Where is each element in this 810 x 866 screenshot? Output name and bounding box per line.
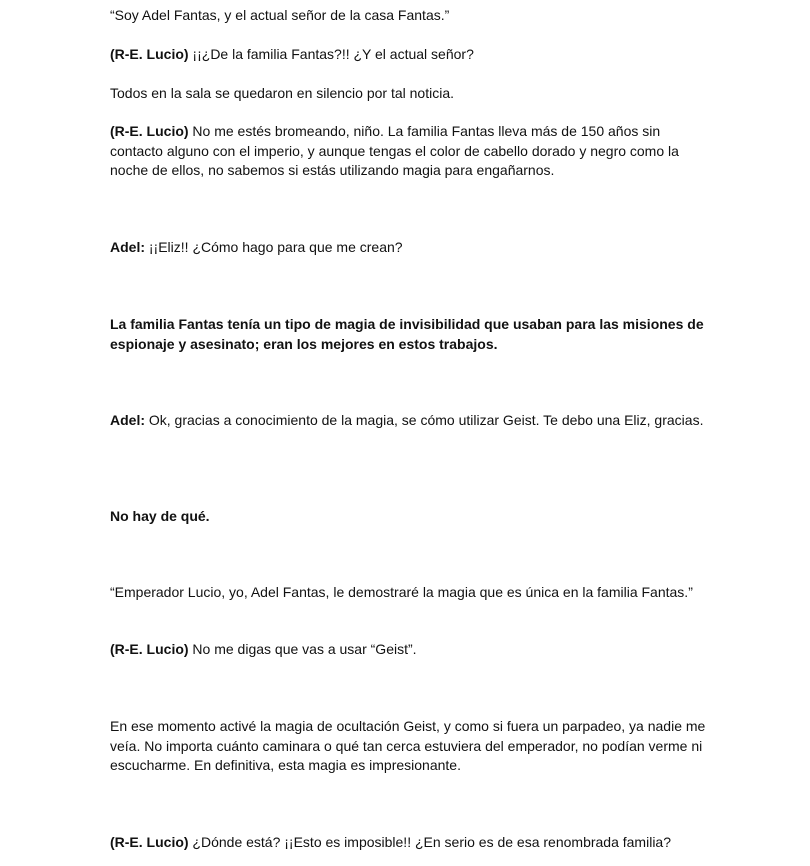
paragraph-dialogue bbox=[110, 833, 710, 853]
paragraph-text: En ese momento activé la magia de ocultación Geist, y como si fuera un parpadeo, ya nadie me veía. No importa cuánto caminara o qué tan cerca estuviera del emperador, no podían verme ni escucharme. En definitiva, esta magia es impresionante. bbox=[110, 718, 706, 773]
paragraph-text: No hay de qué. bbox=[110, 508, 210, 524]
paragraph-quote-intro bbox=[110, 6, 710, 26]
paragraph-bold-reply bbox=[110, 507, 710, 527]
paragraph-narration bbox=[110, 84, 710, 104]
speaker-label: (R-E. Lucio) bbox=[110, 641, 189, 657]
paragraph-quote bbox=[110, 583, 710, 603]
paragraph-text: Todos en la sala se quedaron en silencio por tal noticia. bbox=[110, 85, 454, 101]
paragraph-dialogue bbox=[110, 122, 710, 181]
dialogue-text: Ok, gracias a conocimiento de la magia, se cómo utilizar Geist. Te debo una Eliz, gracias. bbox=[145, 412, 704, 428]
speaker-label: Adel: bbox=[110, 412, 145, 428]
speaker-label: (R-E. Lucio) bbox=[110, 123, 189, 139]
speaker-label: (R-E. Lucio) bbox=[110, 834, 189, 850]
speaker-label: Adel: bbox=[110, 239, 145, 255]
paragraph-dialogue bbox=[110, 238, 710, 258]
paragraph-dialogue bbox=[110, 640, 710, 660]
paragraph-bold-narration bbox=[110, 315, 710, 354]
dialogue-text: ¡¡¿De la familia Fantas?!! ¿Y el actual señor? bbox=[188, 46, 474, 62]
dialogue-text: ¡¡Eliz!! ¿Cómo hago para que me crean? bbox=[145, 239, 403, 255]
paragraph-dialogue bbox=[110, 45, 710, 65]
dialogue-text: No me estés bromeando, niño. La familia Fantas lleva más de 150 años sin contacto alguno con el imperio, y aunque tengas el color de cabello dorado y negro como la noche de ellos, no sabemos si estás utilizando magia para engañarnos. bbox=[110, 123, 679, 178]
dialogue-text: No me digas que vas a usar “Geist”. bbox=[188, 641, 417, 657]
paragraph-text: “Emperador Lucio, yo, Adel Fantas, le demostraré la magia que es única en la familia Fantas.” bbox=[110, 584, 693, 600]
paragraph-narration bbox=[110, 717, 710, 776]
dialogue-text: ¿Dónde está? ¡¡Esto es imposible!! ¿En serio es de esa renombrada familia? bbox=[188, 834, 671, 850]
paragraph-dialogue bbox=[110, 411, 710, 431]
speaker-label: (R-E. Lucio) bbox=[110, 46, 189, 62]
paragraph-text: “Soy Adel Fantas, y el actual señor de la casa Fantas.” bbox=[110, 7, 450, 23]
paragraph-text: La familia Fantas tenía un tipo de magia de invisibilidad que usaban para las misiones de espionaje y asesinato; eran los mejores en estos trabajos. bbox=[110, 316, 704, 352]
